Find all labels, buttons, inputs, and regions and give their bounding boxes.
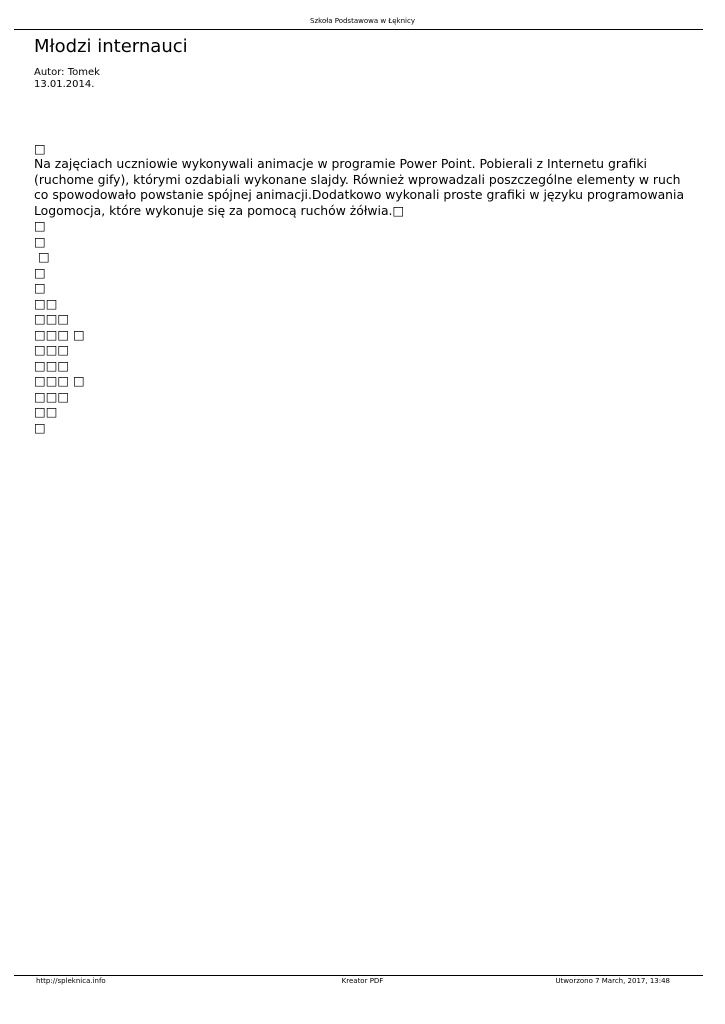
article-date: 13.01.2014.: [34, 79, 95, 90]
body-line: □□□: [34, 388, 70, 404]
article-author: Autor: Tomek: [34, 67, 100, 78]
body-line: co spowodowało powstanie spójnej animacji.Dodatkowo wykonali proste grafiki w języku programowania: [34, 187, 685, 202]
body-line: □□□ □: [34, 326, 85, 342]
body-line: □□□: [34, 311, 70, 326]
page-header: Szkoła Podstawowa w Łęknicy: [310, 17, 415, 25]
body-line: (ruchome gify), którymi ozdabiali wykonane slajdy. Również wprowadzali poszczególne elementy w ruch: [34, 171, 681, 187]
body-line: □: [34, 280, 46, 295]
footer-divider: [14, 975, 703, 976]
body-line: □: [34, 140, 46, 156]
body-line: □: [34, 264, 46, 280]
body-line: □□□ □: [34, 373, 85, 388]
article-body: [34, 125, 694, 435]
body-line: □: [34, 419, 46, 435]
article-title: Młodzi internauci: [34, 36, 188, 57]
body-line: □□□: [34, 357, 70, 373]
footer-created-date: Utworzono 7 March, 2017, 13:48: [555, 977, 670, 985]
body-line: Na zajęciach uczniowie wykonywali animacje w programie Power Point. Pobierali z Internetu grafiki: [34, 156, 647, 171]
body-line: □□: [34, 404, 58, 419]
body-line: [34, 125, 694, 141]
footer-generator: Kreator PDF: [341, 977, 384, 985]
body-line: □: [34, 218, 46, 233]
footer-url-link[interactable]: http://spleknica.info: [36, 977, 106, 985]
body-line: □: [34, 233, 46, 249]
body-line: □□□: [34, 342, 70, 357]
body-line: Logomocja, które wykonuje się za pomocą ruchów żółwia.□: [34, 202, 405, 218]
body-line: □□: [34, 295, 58, 311]
body-line: □: [34, 249, 50, 264]
header-divider: [14, 29, 703, 30]
